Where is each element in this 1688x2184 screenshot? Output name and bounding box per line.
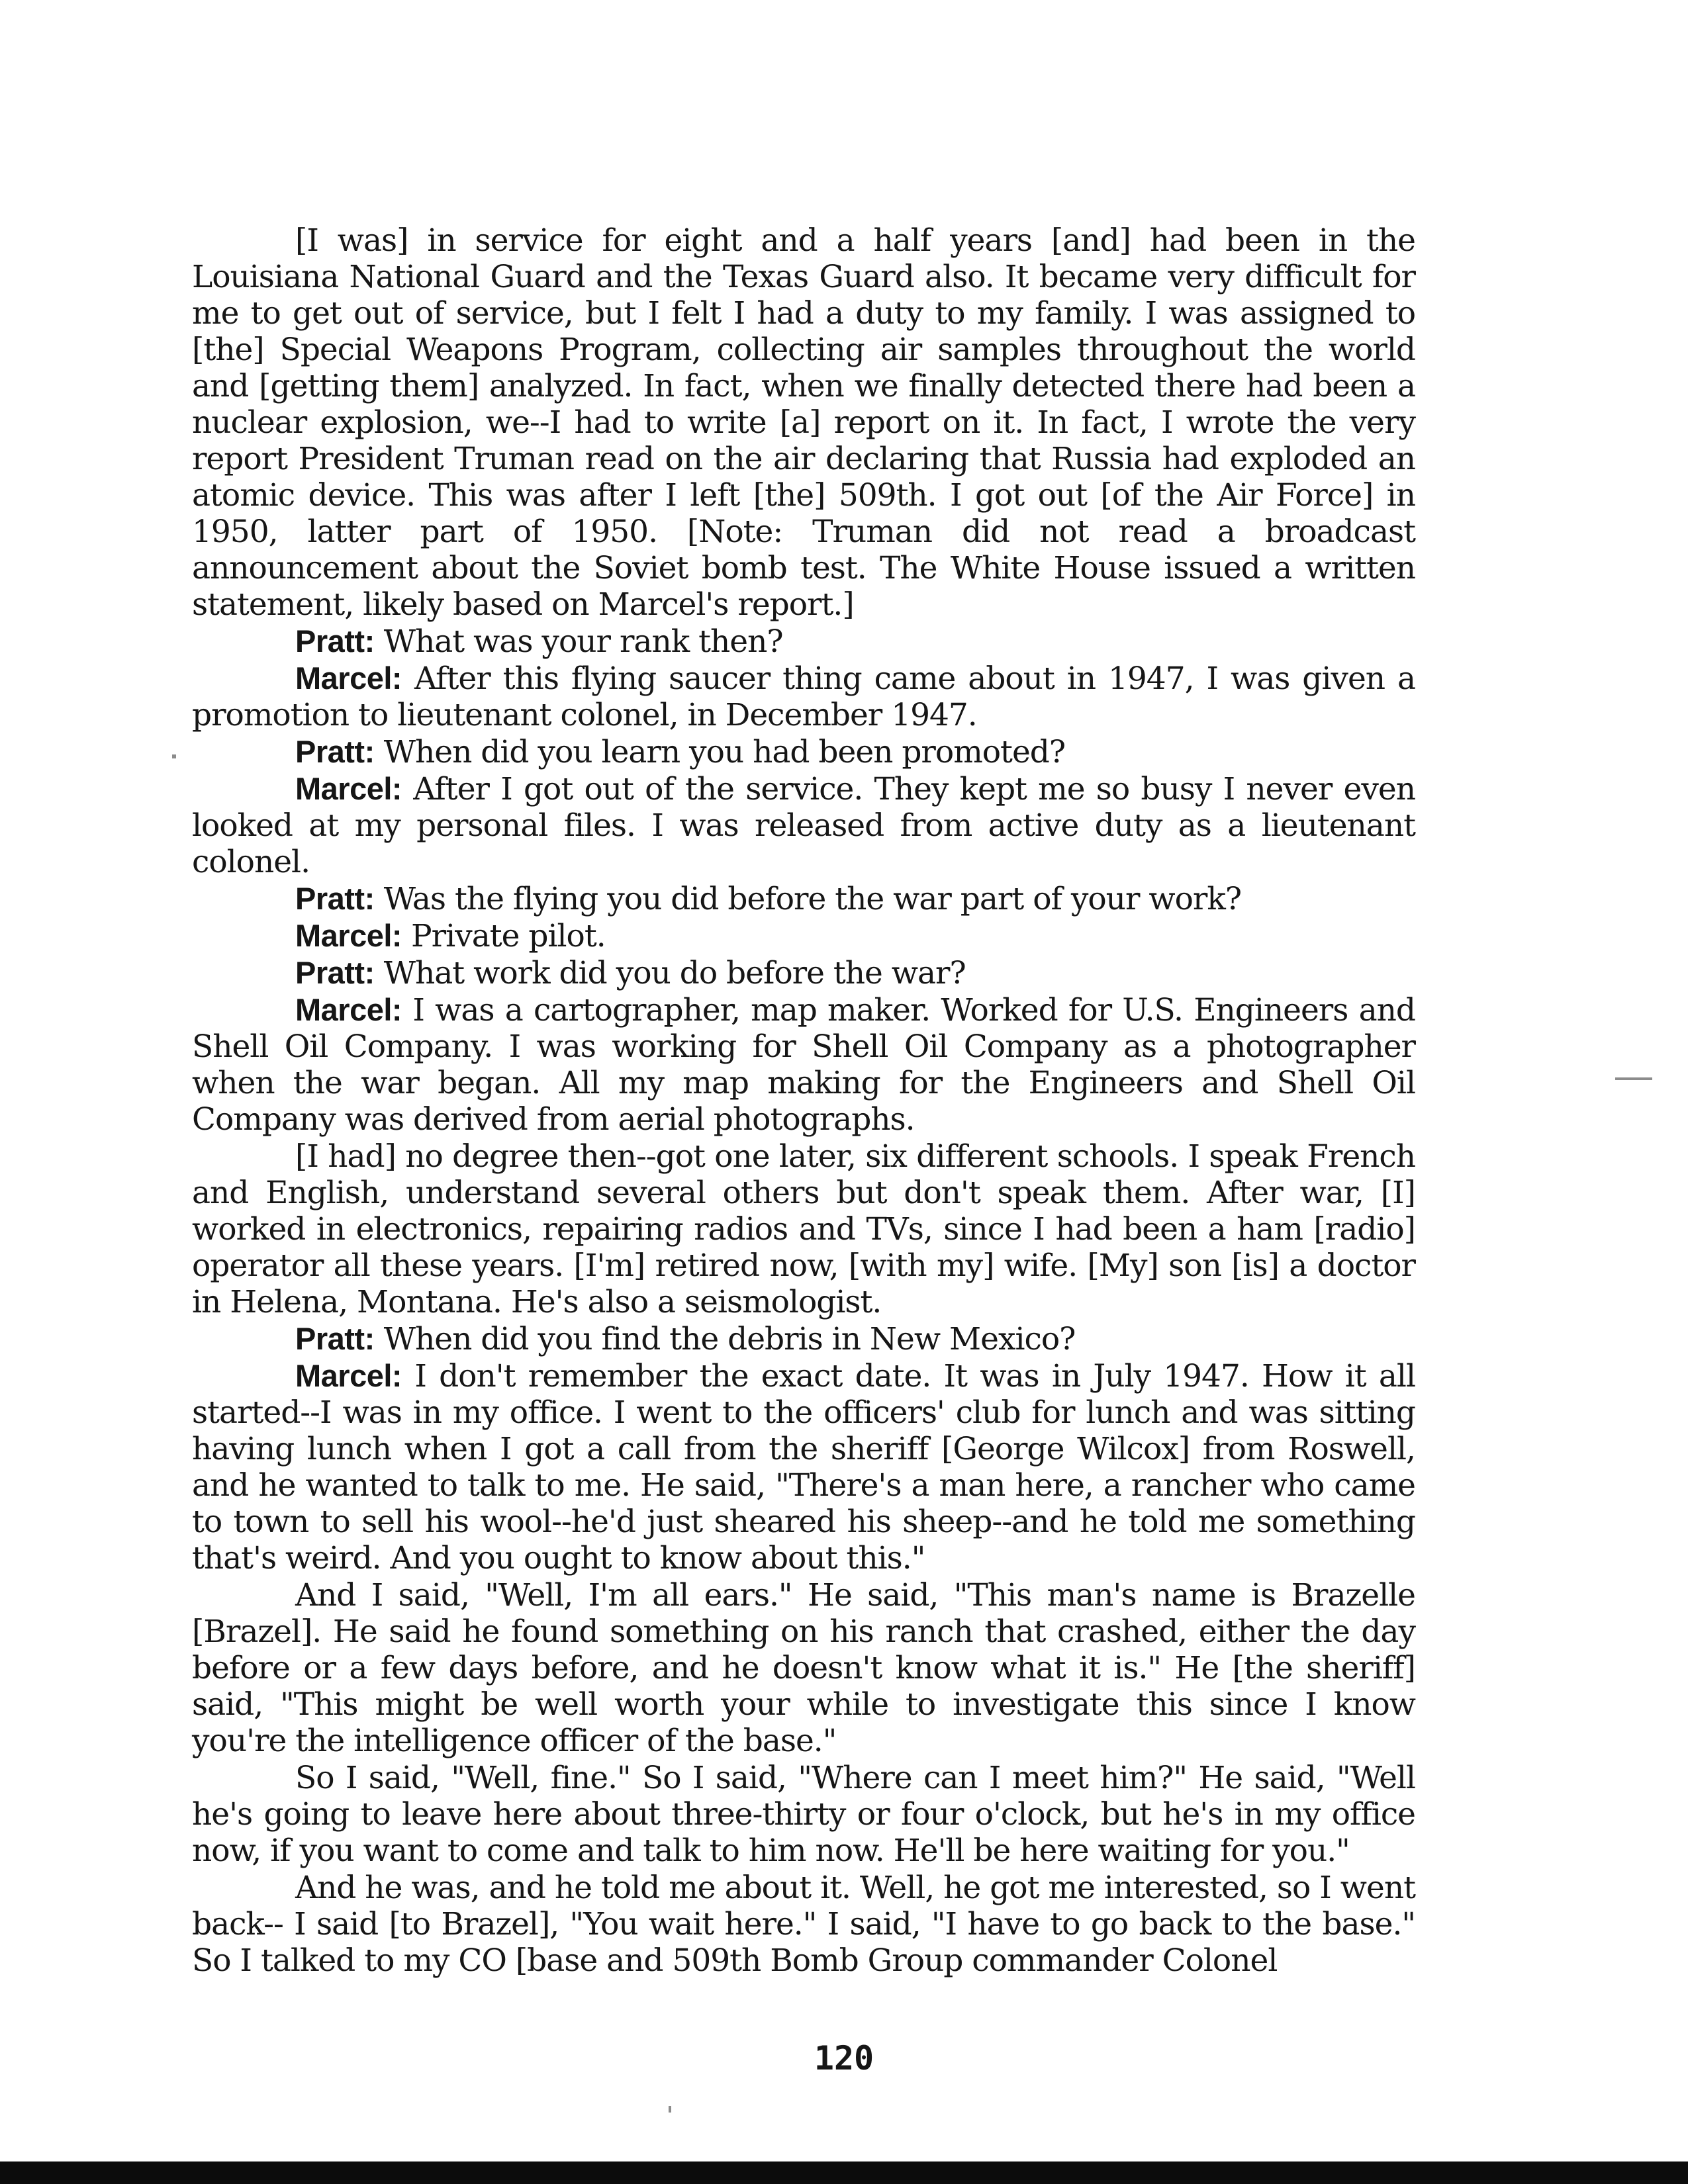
paragraph [192, 954, 1415, 991]
scan-bottom-edge [0, 2161, 1688, 2184]
paragraph [192, 733, 1415, 770]
paragraph-text: When did you find the debris in New Mexico? [383, 1321, 1076, 1357]
speaker-label: Pratt: [295, 734, 375, 769]
paragraph-text: I don't remember the exact date. It was in July 1947. How it all started--I was in my office. I went to the officers' club for lunch and was sitting having lunch when I got a call from the sheriff [George Wilcox] from Roswell, and he wanted to talk to me. He said, "There's a man here, a rancher who came to town to sell his wool--he'd just sheared his sheep--and he told me something that's weird. And you ought to know about this." [192, 1358, 1415, 1576]
paragraph-text: Was the flying you did before the war part of your work? [383, 881, 1242, 917]
paragraph-text: Private pilot. [411, 918, 606, 954]
paragraph-text: And he was, and he told me about it. Well, he got me interested, so I went back-- I said [to Brazel], "You wait here." I said, "I have to go back to the base." So I talked to my CO [base and 509th Bomb Group commander Colonel [192, 1870, 1415, 1979]
paragraph [192, 880, 1415, 917]
paragraph [192, 660, 1415, 733]
paragraph [192, 1357, 1415, 1576]
scan-speck [669, 2106, 671, 2113]
paragraph-text: So I said, "Well, fine." So I said, "Where can I meet him?" He said, "Well he's going to leave here about three-thirty or four o'clock, but he's in my office now, if you want to come and talk to him now. He'll be here waiting for you." [192, 1760, 1415, 1869]
paragraph [192, 1759, 1415, 1869]
paragraph [192, 1320, 1415, 1357]
paragraph [192, 991, 1415, 1138]
paragraph [192, 1576, 1415, 1759]
speaker-label: Marcel: [295, 992, 402, 1027]
speaker-label: Pratt: [295, 881, 375, 916]
paragraph-text: What work did you do before the war? [383, 955, 966, 991]
paragraph [192, 1869, 1415, 1979]
paragraph [192, 1138, 1415, 1320]
paragraph-text: I was a cartographer, map maker. Worked for U.S. Engineers and Shell Oil Company. I was working for Shell Oil Company as a photographer when the war began. All my map making for the Engineers and Shell Oil Company was derived from aerial photographs. [192, 992, 1415, 1138]
paragraph-text: [I had] no degree then--got one later, six different schools. I speak French and English, understand several others but don't speak them. After war, [I] worked in electronics, repairing radios and TVs, since I had been a ham [radio] operator all these years. [I'm] retired now, [with my] wife. [My] son [is] a doctor in Helena, Montana. He's also a seismologist. [192, 1138, 1415, 1320]
paragraph-text: And I said, "Well, I'm all ears." He said, "This man's name is Brazelle [Brazel]. He said he found something on his ranch that crashed, either the day before or a few days before, and he doesn't know what it is." He [the sheriff] said, "This might be well worth your while to investigate this since I know you're the intelligence officer of the base." [192, 1577, 1415, 1759]
speaker-label: Marcel: [295, 660, 402, 696]
page-number: 120 [814, 2039, 874, 2077]
speaker-label: Pratt: [295, 955, 375, 990]
speaker-label: Pratt: [295, 623, 375, 659]
paragraph-text: What was your rank then? [383, 623, 783, 660]
paragraph [192, 770, 1415, 880]
paragraph [192, 222, 1415, 623]
paragraph-text: [I was] in service for eight and a half years [and] had been in the Louisiana National Guard and the Texas Guard also. It became very difficult for me to get out of service, but I felt I had a duty to my family. I was assigned to [the] Special Weapons Program, collecting air samples throughout the world and [getting them] analyzed. In fact, when we finally detected there had been a nuclear explosion, we--I had to write [a] report on it. In fact, I wrote the very report President Truman read on the air declaring that Russia had exploded an atomic device. This was after I left [the] 509th. I got out [of the Air Force] in 1950, latter part of 1950. [Note: Truman did not read a broadcast announcement about the Soviet bomb test. The White House issued a written statement, likely based on Marcel's report.] [192, 222, 1415, 623]
transcript-body [192, 222, 1415, 1979]
paragraph [192, 623, 1415, 660]
scan-speck [1615, 1077, 1652, 1080]
scan-speck [172, 754, 176, 758]
paragraph-text: When did you learn you had been promoted? [383, 734, 1066, 770]
speaker-label: Marcel: [295, 1358, 402, 1393]
paragraph [192, 917, 1415, 954]
speaker-label: Pratt: [295, 1321, 375, 1356]
speaker-label: Marcel: [295, 918, 402, 953]
paragraph-text: After I got out of the service. They kept me so busy I never even looked at my personal files. I was released from active duty as a lieutenant colonel. [192, 771, 1415, 880]
speaker-label: Marcel: [295, 771, 402, 806]
paragraph-text: After this flying saucer thing came about in 1947, I was given a promotion to lieutenant colonel, in December 1947. [192, 660, 1415, 733]
